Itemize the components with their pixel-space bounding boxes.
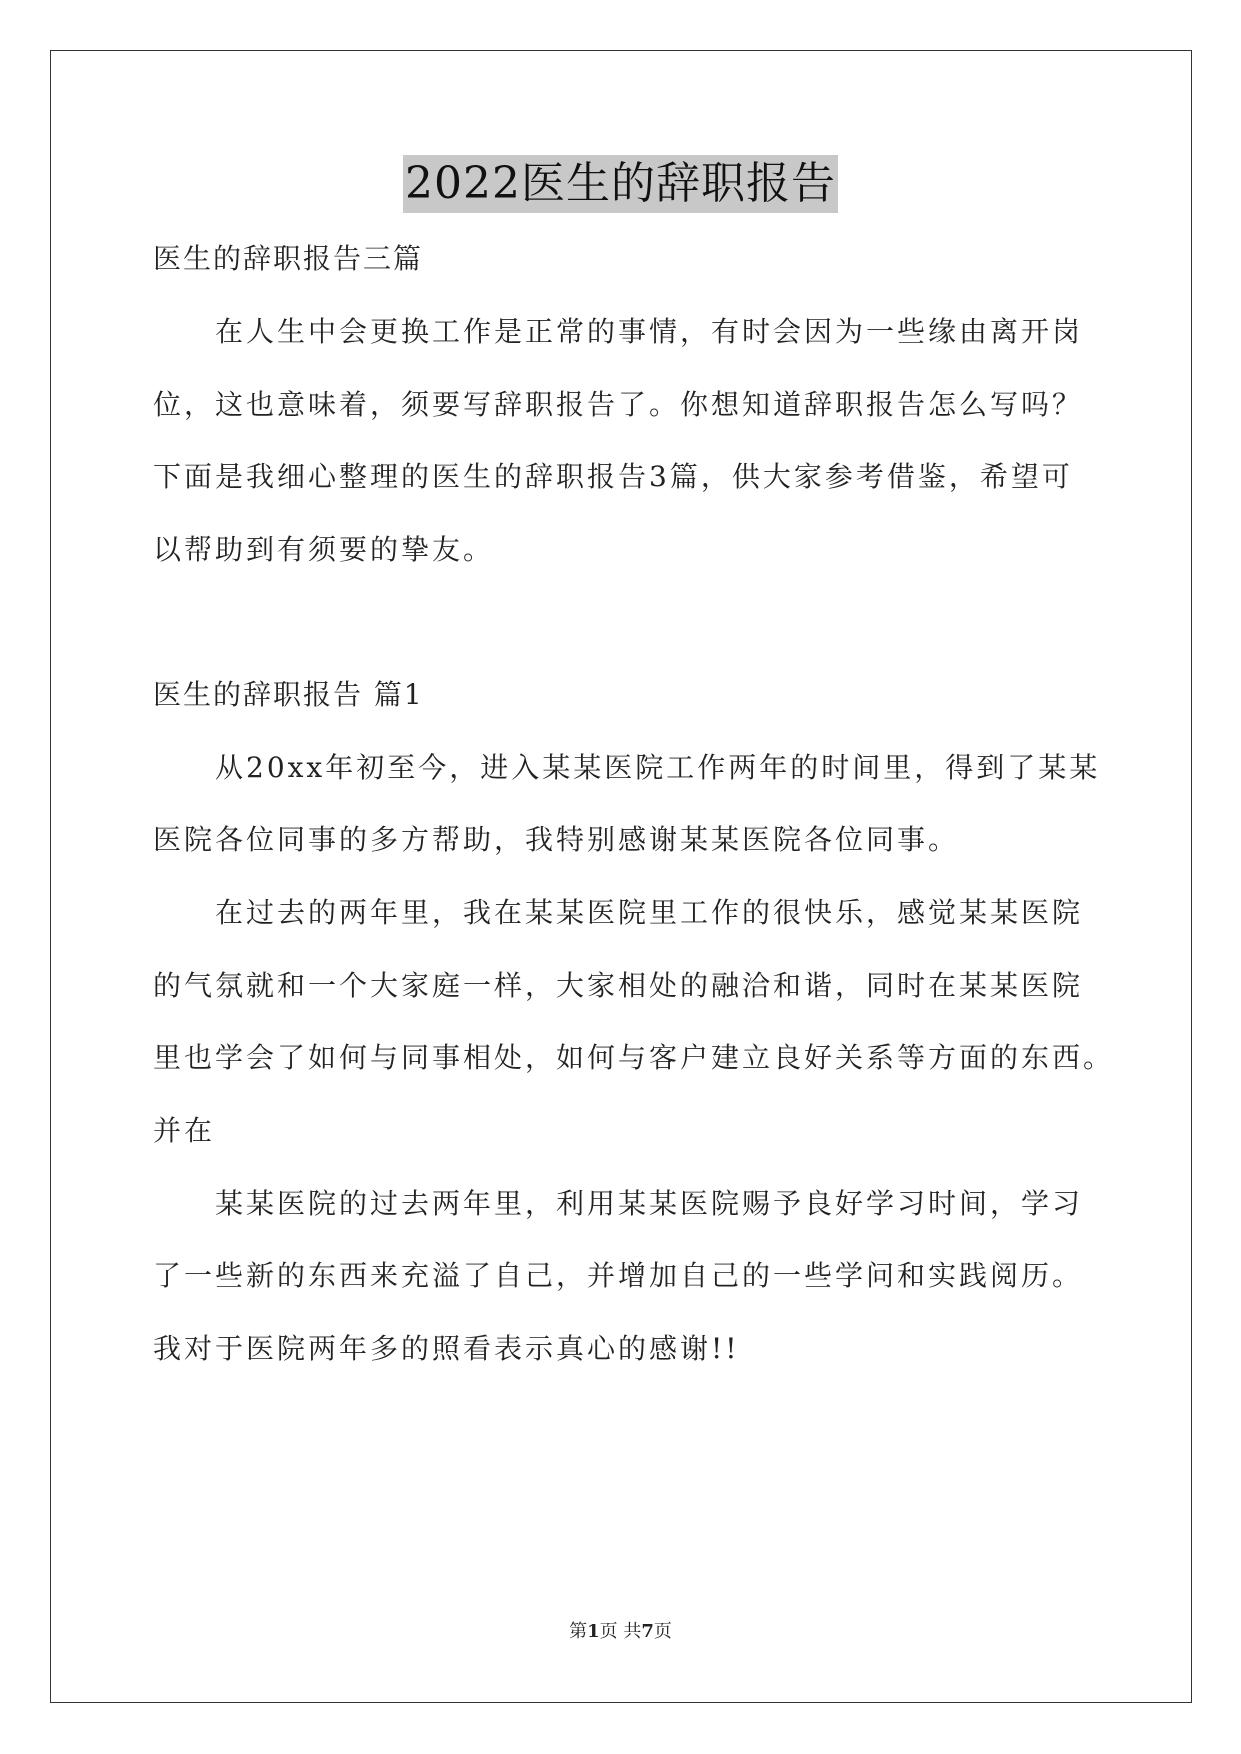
footer-page-mid: 页 共 xyxy=(599,1621,642,1642)
para2-line-3: 里也学会了如何与同事相处，如何与客户建立良好关系等方面的东西。 xyxy=(153,1041,1115,1074)
footer-total-pages: 7 xyxy=(641,1621,654,1642)
para1-line-2: 医院各位同事的多方帮助，我特别感谢某某医院各位同事。 xyxy=(153,823,960,856)
page-border xyxy=(50,50,1192,1703)
footer-page-number: 1 xyxy=(587,1621,600,1642)
para3-line-2: 了一些新的东西来充溢了自己，并增加自己的一些学问和实践阅历。 xyxy=(153,1259,1084,1292)
intro-line-3: 下面是我细心整理的医生的辞职报告3篇，供大家参考借鉴，希望可 xyxy=(153,460,1073,493)
title-container xyxy=(0,155,1241,213)
document-subtitle: 医生的辞职报告三篇 xyxy=(153,242,424,275)
para3-line-1: 某某医院的过去两年里，利用某某医院赐予良好学习时间，学习 xyxy=(215,1187,1084,1220)
intro-line-4: 以帮助到有须要的挚友。 xyxy=(153,533,495,566)
para3-line-3: 我对于医院两年多的照看表示真心的感谢!! xyxy=(153,1332,740,1365)
para1-line-1: 从20xx年初至今，进入某某医院工作两年的时间里，得到了某某 xyxy=(215,751,1101,784)
intro-line-1: 在人生中会更换工作是正常的事情，有时会因为一些缘由离开岗 xyxy=(215,315,1084,348)
page-footer xyxy=(0,1620,1241,1644)
footer-page-suffix: 页 xyxy=(653,1621,672,1642)
section-heading: 医生的辞职报告 篇1 xyxy=(153,678,424,711)
para2-line-1: 在过去的两年里，我在某某医院里工作的很快乐，感觉某某医院 xyxy=(215,896,1084,929)
document-title: 2022医生的辞职报告 xyxy=(403,155,838,213)
para2-line-2: 的气氛就和一个大家庭一样，大家相处的融洽和谐，同时在某某医院 xyxy=(153,969,1084,1002)
footer-page-prefix: 第 xyxy=(569,1621,588,1642)
intro-line-2: 位，这也意味着，须要写辞职报告了。你想知道辞职报告怎么写吗？ xyxy=(153,388,1084,421)
para2-line-4: 并在 xyxy=(153,1114,216,1147)
